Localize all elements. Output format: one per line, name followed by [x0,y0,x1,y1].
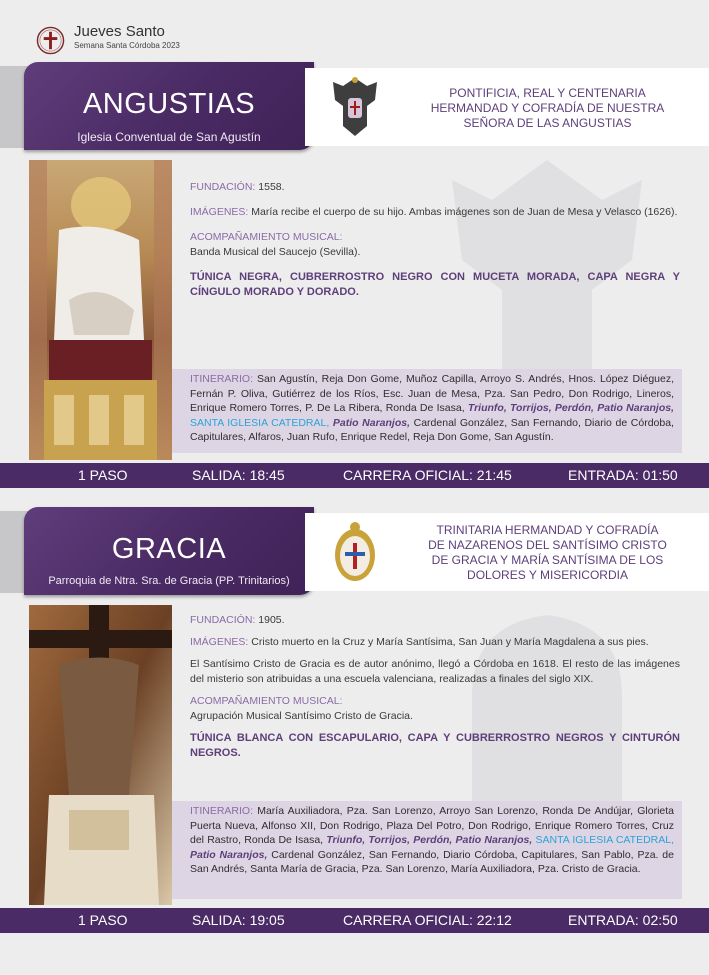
imagenes-paragraph: IMÁGENES: Cristo muerto en la Cruz y María Santísima, San Juan y María Magdalena a sus pies. [190,636,649,648]
brotherhood-banner [24,507,314,595]
header-subtitle: Semana Santa Córdoba 2023 [74,41,180,50]
header-title: Jueves Santo [74,23,165,40]
cross-emblem-icon [36,26,65,55]
church-name: Iglesia Conventual de San Agustín [77,130,261,144]
full-title: PONTIFICIA, REAL Y CENTENARIA HERMANDAD Y COFRADÍA DE NUESTRA SEÑORA DE LAS ANGUSTIAS [430,86,665,130]
schedule-bar [0,463,709,488]
musica-paragraph: ACOMPAÑAMIENTO MUSICAL: Agrupación Musical Santísimo Cristo de Gracia. [190,695,413,722]
salida-time: SALIDA: 19:05 [192,912,285,928]
tunica-paragraph: TÚNICA BLANCA CON ESCAPULARIO, CAPA Y CUBRERROSTRO NEGROS Y CINTURÓN NEGROS. [190,732,680,759]
section-content [190,180,680,310]
brotherhood-name: GRACIA [111,533,227,565]
itinerary-box: ITINERARIO: María Auxiliadora, Pza. San Lorenzo, Arroyo San Lorenzo, Ronda De Andújar, Glorieta Puerta Nueva, Alfonso XII, Don Rodrigo, Plaza Del Potro, Don Rodrigo, Enrique Romero Torres, Cruz del Rastro, Ronda De Isasa, Triunfo, Torrijos, Perdón, Patio Naranjos, SANTA IGLESIA CATEDRAL, Patio Naranjos, Cardenal González, San Fernando, Diario Córdoba, Capitulares, San Pablo, Pza. de San Andrés, Santa María de Gracia, Pza. San Lorenzo, María Auxiliadora, Pza. Cristo de Gracia. [172,801,682,899]
image-angustias-photo [29,160,172,460]
full-title-box [305,68,709,146]
full-title: TRINITARIA HERMANDAD Y COFRADÍA DE NAZARENOS DEL SANTÍSIMO CRISTO DE GRACIA Y MARÍA SANTÍSIMA DE LOS DOLORES Y MISERICORDIA [428,523,667,582]
section-gracia [0,505,709,935]
schedule-bar [0,908,709,933]
church-name: Parroquia de Ntra. Sra. de Gracia (PP. Trinitarios) [48,575,290,587]
fundacion-paragraph: FUNDACIÓN: 1905. [190,614,285,626]
entrada-time: ENTRADA: 01:50 [568,467,678,483]
tunica-paragraph: TÚNICA NEGRA, CUBRERROSTRO NEGRO CON MUCETA MORADA, CAPA NEGRA Y CÍNGULO MORADO Y DORADO. [190,271,680,298]
carrera-oficial-time: CARRERA OFICIAL: 22:12 [343,912,512,928]
section-content [190,613,680,768]
imagenes-paragraph: IMÁGENES: María recibe el cuerpo de su hijo. Ambas imágenes son de Juan de Mesa y Velasco (1626). [190,206,678,218]
imagenes-extra-paragraph: El Santísimo Cristo de Gracia es de autor anónimo, llegó a Córdoba en 1618. El resto de las imágenes del misterio son atribuidas a una escuela valenciana, realizadas a finales del siglo XIX. [190,658,680,685]
carrera-oficial-time: CARRERA OFICIAL: 21:45 [343,467,512,483]
fundacion-paragraph: FUNDACIÓN: 1558. [190,181,285,193]
image-gracia-photo [29,605,172,905]
entrada-time: ENTRADA: 02:50 [568,912,678,928]
musica-paragraph: ACOMPAÑAMIENTO MUSICAL: Banda Musical del Saucejo (Sevilla). [190,231,361,258]
brotherhood-crest-icon [329,74,381,140]
pasos-count: 1 PASO [78,467,128,483]
brotherhood-crest-icon [329,519,381,585]
brotherhood-banner [24,62,314,150]
salida-time: SALIDA: 18:45 [192,467,285,483]
full-title-box [305,513,709,591]
brotherhood-name: ANGUSTIAS [82,88,256,120]
pasos-count: 1 PASO [78,912,128,928]
section-angustias [0,60,709,490]
itinerary-box: ITINERARIO: San Agustín, Reja Don Gome, Muñoz Capilla, Arroyo S. Andrés, Hnos. López Diéguez, Fernán P. Oliva, Gutiérrez de los Ríos, Esc. Juan de Mesa, Pza. San Pedro, Don Rodrigo, Lineros, Enrique Romero Torres, P. De La Ribera, Ronda De Isasa, Triunfo, Torrijos, Perdón, Patio Naranjos, SANTA IGLESIA CATEDRAL, Patio Naranjos, Cardenal González, San Fernando, Diario de Córdoba, Capitulares, Alfaros, Juan Rufo, Enrique Redel, Reja Don Gome, San Agustín. [172,369,682,453]
